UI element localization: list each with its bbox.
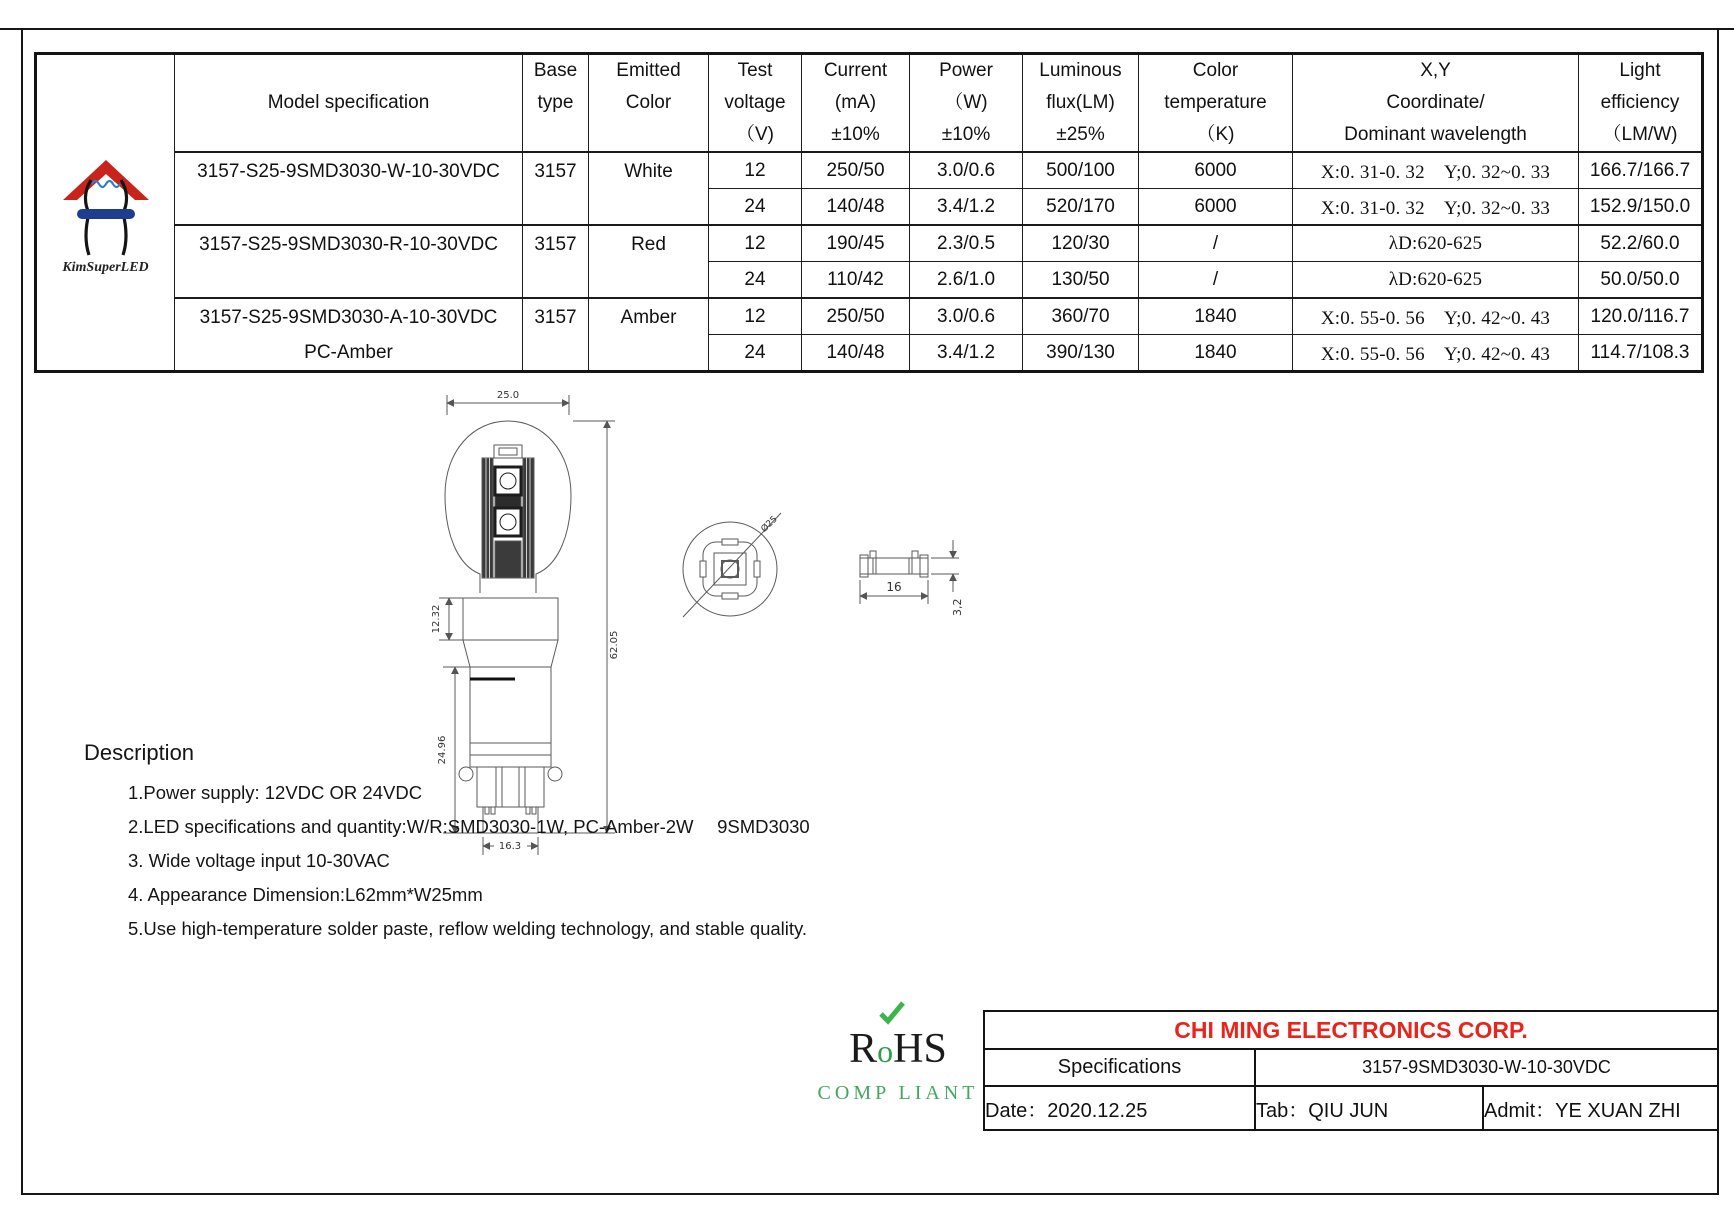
cell-emitted-color: Amber bbox=[589, 298, 709, 372]
cell-base-type: 3157 bbox=[523, 152, 589, 225]
cell-efficiency: 52.2/60.0 bbox=[1579, 225, 1703, 262]
table-row bbox=[36, 225, 1703, 262]
col-header-model: Model specification bbox=[175, 54, 523, 153]
cell-temp: 1840 bbox=[1139, 335, 1293, 372]
brand-name: KimSuperLED bbox=[62, 260, 149, 275]
description-item: 4. Appearance Dimension:L62mm*W25mm bbox=[128, 884, 483, 905]
cell-flux: 120/30 bbox=[1023, 225, 1139, 262]
tab-field: Tab：QIU JUN bbox=[1255, 1086, 1483, 1130]
col-header-voltage: Test voltage （V) bbox=[709, 54, 802, 153]
col-header-current: Current (mA) ±10% bbox=[802, 54, 910, 153]
col-header-power: Power （W) ±10% bbox=[910, 54, 1023, 153]
cell-efficiency: 120.0/116.7 bbox=[1579, 298, 1703, 335]
dim-diameter-label: Ø25 bbox=[759, 514, 780, 535]
cell-current: 140/48 bbox=[802, 189, 910, 226]
bulb-side-profile-drawing bbox=[845, 528, 980, 633]
dim-width-label: 25.0 bbox=[496, 390, 520, 401]
cell-voltage: 12 bbox=[709, 298, 802, 335]
table-row bbox=[984, 1049, 1718, 1086]
dim-lower-label: 24.96 bbox=[437, 735, 448, 765]
cell-efficiency: 166.7/166.7 bbox=[1579, 152, 1703, 189]
cell-emitted-color: Red bbox=[589, 225, 709, 298]
bulb-top-view-drawing bbox=[653, 493, 813, 645]
description-item: 5.Use high-temperature solder paste, reflow welding technology, and stable quality. bbox=[128, 918, 808, 939]
kimsuperled-logo-icon bbox=[60, 157, 152, 257]
cell-flux: 360/70 bbox=[1023, 298, 1139, 335]
cell-current: 250/50 bbox=[802, 152, 910, 189]
dim-thickness-label: 3,2 bbox=[951, 598, 964, 616]
table-row bbox=[36, 298, 1703, 335]
specifications-label: Specifications bbox=[984, 1049, 1255, 1086]
cell-efficiency: 152.9/150.0 bbox=[1579, 189, 1703, 226]
check-icon bbox=[878, 1001, 906, 1025]
cell-efficiency: 114.7/108.3 bbox=[1579, 335, 1703, 372]
dim-height-label: 62.05 bbox=[609, 630, 620, 660]
cell-voltage: 12 bbox=[709, 225, 802, 262]
cell-voltage: 12 bbox=[709, 152, 802, 189]
cell-flux: 130/50 bbox=[1023, 262, 1139, 299]
cell-model: 3157-S25-9SMD3030-W-10-30VDC bbox=[175, 152, 523, 225]
description-item: 1.Power supply: 12VDC OR 24VDC bbox=[128, 782, 423, 803]
col-header-xy: X,Y Coordinate/ Dominant wavelength bbox=[1293, 54, 1579, 153]
rohs-letter-o: o bbox=[877, 1033, 894, 1069]
company-name: CHI MING ELECTRONICS CORP. bbox=[984, 1011, 1718, 1049]
cell-power: 3.4/1.2 bbox=[910, 335, 1023, 372]
rohs-logo bbox=[806, 1008, 990, 1105]
description-title: Description bbox=[84, 740, 195, 765]
cell-power: 2.3/0.5 bbox=[910, 225, 1023, 262]
cell-current: 190/45 bbox=[802, 225, 910, 262]
table-row bbox=[984, 1011, 1718, 1049]
cell-power: 3.0/0.6 bbox=[910, 298, 1023, 335]
description-section bbox=[84, 740, 810, 946]
dim-length-label: 16 bbox=[886, 580, 902, 594]
cell-base-type: 3157 bbox=[523, 298, 589, 372]
cell-power: 2.6/1.0 bbox=[910, 262, 1023, 299]
rohs-letters-hs: HS bbox=[893, 1026, 947, 1072]
col-header-temp: Color temperature （K) bbox=[1139, 54, 1293, 153]
cell-xy: X:0. 55-0. 56 Y;0. 42~0. 43 bbox=[1293, 335, 1579, 372]
date-field: Date：2020.12.25 bbox=[984, 1086, 1255, 1130]
cell-model: 3157-S25-9SMD3030-R-10-30VDC bbox=[175, 225, 523, 298]
table-row bbox=[984, 1086, 1718, 1130]
cell-base-type: 3157 bbox=[523, 225, 589, 298]
cell-voltage: 24 bbox=[709, 189, 802, 226]
col-header-flux: Luminous flux(LM) ±25% bbox=[1023, 54, 1139, 153]
cell-xy: λD:620-625 bbox=[1293, 225, 1579, 262]
specifications-value: 3157-9SMD3030-W-10-30VDC bbox=[1255, 1049, 1718, 1086]
description-list bbox=[128, 776, 810, 946]
cell-current: 110/42 bbox=[802, 262, 910, 299]
cell-voltage: 24 bbox=[709, 335, 802, 372]
dim-base-width-label: 16.3 bbox=[498, 841, 522, 852]
cell-current: 250/50 bbox=[802, 298, 910, 335]
cell-xy: λD:620-625 bbox=[1293, 262, 1579, 299]
cell-temp: 6000 bbox=[1139, 152, 1293, 189]
rohs-compliant-text: COMP LIANT bbox=[817, 1082, 979, 1104]
brand-cell bbox=[36, 54, 175, 372]
rohs-wordmark bbox=[849, 1026, 947, 1074]
title-block-table bbox=[983, 1010, 1719, 1131]
cell-xy: X:0. 31-0. 32 Y;0. 32~0. 33 bbox=[1293, 152, 1579, 189]
cell-temp: / bbox=[1139, 262, 1293, 299]
col-header-base: Base type bbox=[523, 54, 589, 153]
col-header-emitted: Emitted Color bbox=[589, 54, 709, 153]
cell-xy: X:0. 55-0. 56 Y;0. 42~0. 43 bbox=[1293, 298, 1579, 335]
cell-model: 3157-S25-9SMD3030-A-10-30VDC PC-Amber bbox=[175, 298, 523, 372]
spec-header-row bbox=[36, 54, 1703, 153]
description-item: 3. Wide voltage input 10-30VAC bbox=[128, 850, 390, 871]
admit-field: Admit：YE XUAN ZHI bbox=[1483, 1086, 1718, 1130]
cell-voltage: 24 bbox=[709, 262, 802, 299]
spec-table bbox=[34, 52, 1704, 373]
cell-temp: 6000 bbox=[1139, 189, 1293, 226]
cell-temp: / bbox=[1139, 225, 1293, 262]
description-item: 2.LED specifications and quantity:W/R:SMD3030-1W, PC-Amber-2W 9SMD3030 bbox=[128, 816, 810, 837]
cell-flux: 500/100 bbox=[1023, 152, 1139, 189]
col-header-efficiency: Light efficiency （LM/W) bbox=[1579, 54, 1703, 153]
cell-flux: 520/170 bbox=[1023, 189, 1139, 226]
rohs-letter-r: R bbox=[849, 1026, 878, 1072]
cell-flux: 390/130 bbox=[1023, 335, 1139, 372]
cell-temp: 1840 bbox=[1139, 298, 1293, 335]
cell-xy: X:0. 31-0. 32 Y;0. 32~0. 33 bbox=[1293, 189, 1579, 226]
cell-current: 140/48 bbox=[802, 335, 910, 372]
cell-emitted-color: White bbox=[589, 152, 709, 225]
table-row bbox=[36, 152, 1703, 189]
cell-efficiency: 50.0/50.0 bbox=[1579, 262, 1703, 299]
cell-power: 3.0/0.6 bbox=[910, 152, 1023, 189]
cell-power: 3.4/1.2 bbox=[910, 189, 1023, 226]
brand-logo bbox=[37, 149, 174, 276]
dim-upper-label: 12.32 bbox=[431, 604, 442, 634]
